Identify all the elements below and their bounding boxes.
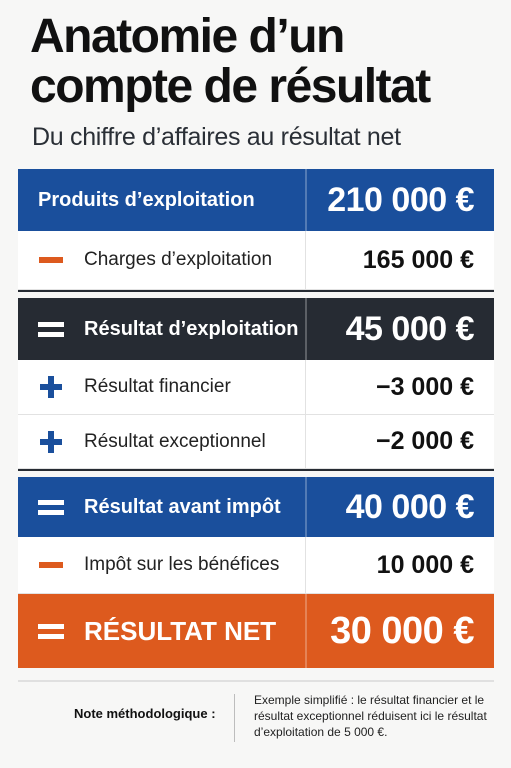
- row-value-cell: [305, 298, 494, 360]
- row-label-cell: [18, 477, 305, 537]
- row-value-cell: [305, 231, 494, 289]
- minus-icon: [18, 562, 84, 568]
- row-produits-exploitation: [18, 169, 494, 231]
- row-value: 210 000 €: [327, 180, 474, 219]
- note-divider: [234, 694, 235, 742]
- equals-icon: [18, 624, 84, 639]
- row-value-cell: [305, 360, 494, 414]
- row-label-cell: [18, 415, 305, 468]
- note-text: Exemple simplifié : le résultat financier et le résultat exceptionnel réduisent ici le résultat d’exploitation de 5 000 €.: [254, 693, 487, 739]
- equals-icon: [18, 322, 84, 337]
- row-label-cell: [18, 537, 305, 593]
- row-label: Produits d’exploitation: [38, 188, 255, 211]
- row-value-cell: [305, 169, 494, 231]
- row-value: 40 000 €: [345, 487, 474, 526]
- row-value: 30 000 €: [330, 609, 474, 652]
- row-value-cell: [305, 537, 494, 593]
- row-label: Résultat d’exploitation: [84, 317, 299, 340]
- row-label-cell: [18, 594, 305, 668]
- row-value: −3 000 €: [375, 372, 474, 401]
- row-label-cell: [18, 169, 305, 231]
- row-impot-benefices: [18, 537, 494, 594]
- equals-icon: [18, 500, 84, 515]
- row-resultat-net: [18, 594, 494, 668]
- plus-icon: [18, 431, 84, 453]
- divider: [18, 469, 494, 477]
- plus-icon: [18, 376, 84, 398]
- row-resultat-financier: [18, 360, 494, 415]
- row-label-cell: [18, 360, 305, 414]
- row-value-cell: [305, 415, 494, 468]
- page-subtitle: Du chiffre d’affaires au résultat net: [32, 123, 401, 151]
- row-resultat-exceptionnel: [18, 415, 494, 469]
- minus-icon: [18, 257, 84, 263]
- row-label: Résultat financier: [84, 376, 231, 397]
- income-statement-table: [18, 169, 494, 668]
- row-label: Charges d’exploitation: [84, 249, 273, 270]
- row-label: RÉSULTAT NET: [84, 615, 277, 646]
- note-title: Note méthodologique :: [74, 706, 216, 721]
- row-resultat-exploitation: [18, 298, 494, 360]
- divider: [18, 290, 494, 298]
- footer-divider: [18, 680, 494, 682]
- row-label-cell: [18, 231, 305, 289]
- row-value: 10 000 €: [376, 550, 474, 579]
- row-value: 45 000 €: [345, 309, 474, 348]
- row-resultat-avant-impot: [18, 477, 494, 537]
- row-label: Résultat avant impôt: [84, 495, 281, 518]
- row-value-cell: [305, 594, 494, 668]
- row-label: Impôt sur les bénéfices: [84, 554, 280, 575]
- row-value: 165 000 €: [362, 245, 474, 274]
- title-line-1: Anatomie d’un: [30, 10, 344, 63]
- row-label: Résultat exceptionnel: [84, 430, 266, 452]
- row-charges-exploitation: [18, 231, 494, 290]
- row-value-cell: [305, 477, 494, 537]
- row-value: −2 000 €: [375, 427, 474, 455]
- row-label-cell: [18, 298, 305, 360]
- title-line-2: compte de résultat: [30, 60, 430, 113]
- page-title: [30, 12, 500, 112]
